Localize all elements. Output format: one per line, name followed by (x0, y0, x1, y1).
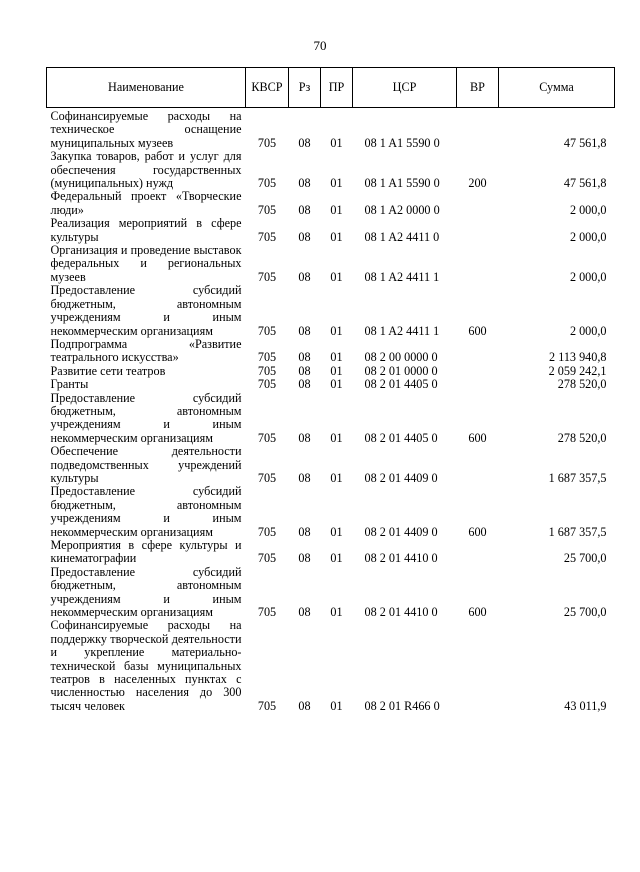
cell-pr: 01 (330, 363, 343, 378)
cell-pr: 01 (330, 202, 343, 217)
cell-rz: 08 (298, 323, 311, 338)
page-number: 70 (313, 38, 327, 53)
cell-vr (457, 378, 499, 391)
cell-name: Софинансируемые расходы на поддержку творческой деятельности и укрепление материально-технической базы муниципальных театров в населенных пунктах с численностью населения до 300 тысяч человек (50, 618, 242, 713)
cell-csr: 08 1 A1 5590 0 (364, 176, 440, 191)
cell-csr: 08 1 A2 0000 0 (364, 202, 440, 217)
cell-csr: 08 2 01 4405 0 (364, 430, 438, 445)
table-row (47, 365, 615, 378)
cell-kvsr: 705 (257, 135, 277, 150)
cell-csr: 08 2 01 4409 0 (364, 470, 438, 485)
table-row (47, 244, 615, 284)
cell-vr (457, 445, 499, 485)
table-row (47, 445, 615, 485)
cell-rz: 08 (298, 524, 311, 539)
cell-kvsr: 705 (257, 524, 277, 539)
cell-pr: 01 (330, 229, 343, 244)
cell-csr: 08 1 A1 5590 0 (364, 135, 440, 150)
cell-sum: 2 059 242,1 (548, 363, 607, 378)
cell-name: Обеспечение деятельности подведомственных учреждений культуры (50, 444, 242, 485)
cell-kvsr: 705 (257, 470, 277, 485)
cell-kvsr: 705 (257, 698, 277, 713)
cell-pr: 01 (330, 176, 343, 191)
table-row (47, 539, 615, 566)
cell-name: Софинансируемые расходы на техническое оснащение муниципальных музеев (50, 109, 242, 150)
cell-sum: 43 011,9 (564, 698, 607, 713)
cell-csr: 08 1 A2 4411 1 (364, 269, 440, 284)
table-row (47, 392, 615, 446)
cell-pr: 01 (330, 269, 343, 284)
cell-vr: 600 (468, 524, 487, 539)
header-sum: Сумма (499, 68, 615, 108)
cell-sum: 2 000,0 (569, 269, 607, 284)
table-row (47, 217, 615, 244)
table-row (47, 485, 615, 539)
cell-vr: 600 (468, 430, 487, 445)
header-pr: ПР (321, 68, 353, 108)
header-vr: ВР (457, 68, 499, 108)
cell-rz: 08 (298, 202, 311, 217)
cell-name: Мероприятия в сфере культуры и кинематографии (50, 538, 242, 566)
header-csr: ЦСР (353, 68, 457, 108)
cell-rz: 08 (298, 430, 311, 445)
header-rz: Рз (289, 68, 321, 108)
table-row (47, 108, 615, 151)
cell-csr: 08 2 01 4409 0 (364, 524, 438, 539)
cell-kvsr: 705 (257, 269, 277, 284)
table-row (47, 284, 615, 338)
cell-name: Реализация мероприятий в сфере культуры (50, 216, 242, 244)
cell-csr: 08 2 01 0000 0 (364, 363, 438, 378)
cell-rz: 08 (298, 377, 311, 392)
cell-vr (457, 217, 499, 244)
cell-kvsr: 705 (257, 430, 277, 445)
table-row (47, 150, 615, 190)
cell-pr: 01 (330, 470, 343, 485)
cell-sum: 2 000,0 (569, 202, 607, 217)
cell-vr (457, 338, 499, 365)
cell-vr: 200 (468, 176, 487, 191)
cell-name: Развитие сети театров (50, 363, 166, 378)
cell-pr: 01 (330, 430, 343, 445)
cell-kvsr: 705 (257, 229, 277, 244)
cell-rz: 08 (298, 135, 311, 150)
cell-kvsr: 705 (257, 176, 277, 191)
cell-vr (457, 539, 499, 566)
cell-name: Предоставление субсидий бюджетным, автономным учреждениям и иным некоммерческим организациям (50, 390, 242, 445)
cell-csr: 08 2 00 0000 0 (364, 350, 438, 365)
header-kvsr: КВСР (246, 68, 289, 108)
table-row (47, 190, 615, 217)
cell-pr: 01 (330, 350, 343, 365)
table-body (47, 108, 615, 714)
cell-pr: 01 (330, 135, 343, 150)
cell-csr: 08 1 A2 4411 0 (364, 229, 440, 244)
cell-vr (457, 244, 499, 284)
cell-rz: 08 (298, 551, 311, 566)
cell-csr: 08 2 01 R466 0 (364, 698, 440, 713)
cell-sum: 25 700,0 (563, 551, 607, 566)
cell-kvsr: 705 (257, 202, 277, 217)
cell-vr (457, 108, 499, 151)
cell-vr: 600 (468, 323, 487, 338)
cell-pr: 01 (330, 524, 343, 539)
cell-csr: 08 1 A2 4411 1 (364, 323, 440, 338)
cell-pr: 01 (330, 323, 343, 338)
cell-sum: 47 561,8 (563, 135, 607, 150)
cell-csr: 08 2 01 4410 0 (364, 551, 438, 566)
cell-kvsr: 705 (257, 551, 277, 566)
cell-name: Гранты (50, 377, 89, 392)
table-header-row (47, 68, 615, 108)
table-row (47, 566, 615, 620)
cell-pr: 01 (330, 377, 343, 392)
cell-sum: 278 520,0 (557, 430, 607, 445)
cell-pr: 01 (330, 698, 343, 713)
cell-vr (457, 190, 499, 217)
cell-vr: 600 (468, 605, 487, 620)
cell-name: Федеральный проект «Творческие люди» (50, 189, 242, 217)
cell-pr: 01 (330, 605, 343, 620)
cell-sum: 2 000,0 (569, 323, 607, 338)
cell-name: Предоставление субсидий бюджетным, автономным учреждениям и иным некоммерческим организациям (50, 283, 242, 338)
cell-rz: 08 (298, 176, 311, 191)
cell-kvsr: 705 (257, 377, 277, 392)
cell-sum: 1 687 357,5 (548, 524, 607, 539)
cell-rz: 08 (298, 269, 311, 284)
cell-rz: 08 (298, 698, 311, 713)
table-row (47, 619, 615, 713)
header-name: Наименование (47, 68, 246, 108)
cell-vr (457, 365, 499, 378)
cell-csr: 08 2 01 4410 0 (364, 605, 438, 620)
cell-name: Предоставление субсидий бюджетным, автономным учреждениям и иным некоммерческим организациям (50, 484, 242, 539)
cell-rz: 08 (298, 605, 311, 620)
cell-rz: 08 (298, 470, 311, 485)
cell-sum: 47 561,8 (563, 176, 607, 191)
cell-kvsr: 705 (257, 605, 277, 620)
cell-rz: 08 (298, 229, 311, 244)
cell-name: Организация и проведение выставок федеральных и региональных музеев (50, 243, 242, 284)
cell-sum: 1 687 357,5 (548, 470, 607, 485)
cell-csr: 08 2 01 4405 0 (364, 377, 438, 392)
cell-kvsr: 705 (257, 350, 277, 365)
cell-sum: 278 520,0 (557, 377, 607, 392)
cell-rz: 08 (298, 350, 311, 365)
cell-name: Закупка товаров, работ и услуг для обеспечения государственных (муниципальных) нужд (50, 149, 242, 191)
table-row (47, 338, 615, 365)
cell-kvsr: 705 (257, 363, 277, 378)
cell-name: Подпрограмма «Развитие театрального искусства» (50, 336, 242, 365)
cell-sum: 2 113 940,8 (549, 350, 607, 365)
cell-sum: 25 700,0 (563, 605, 607, 620)
cell-vr (457, 619, 499, 713)
cell-pr: 01 (330, 551, 343, 566)
cell-sum: 2 000,0 (569, 229, 607, 244)
cell-name: Предоставление субсидий бюджетным, автономным учреждениям и иным некоммерческим организациям (50, 564, 242, 620)
table-row (47, 378, 615, 391)
cell-rz: 08 (298, 363, 311, 378)
budget-table (46, 67, 615, 713)
cell-kvsr: 705 (257, 323, 277, 338)
